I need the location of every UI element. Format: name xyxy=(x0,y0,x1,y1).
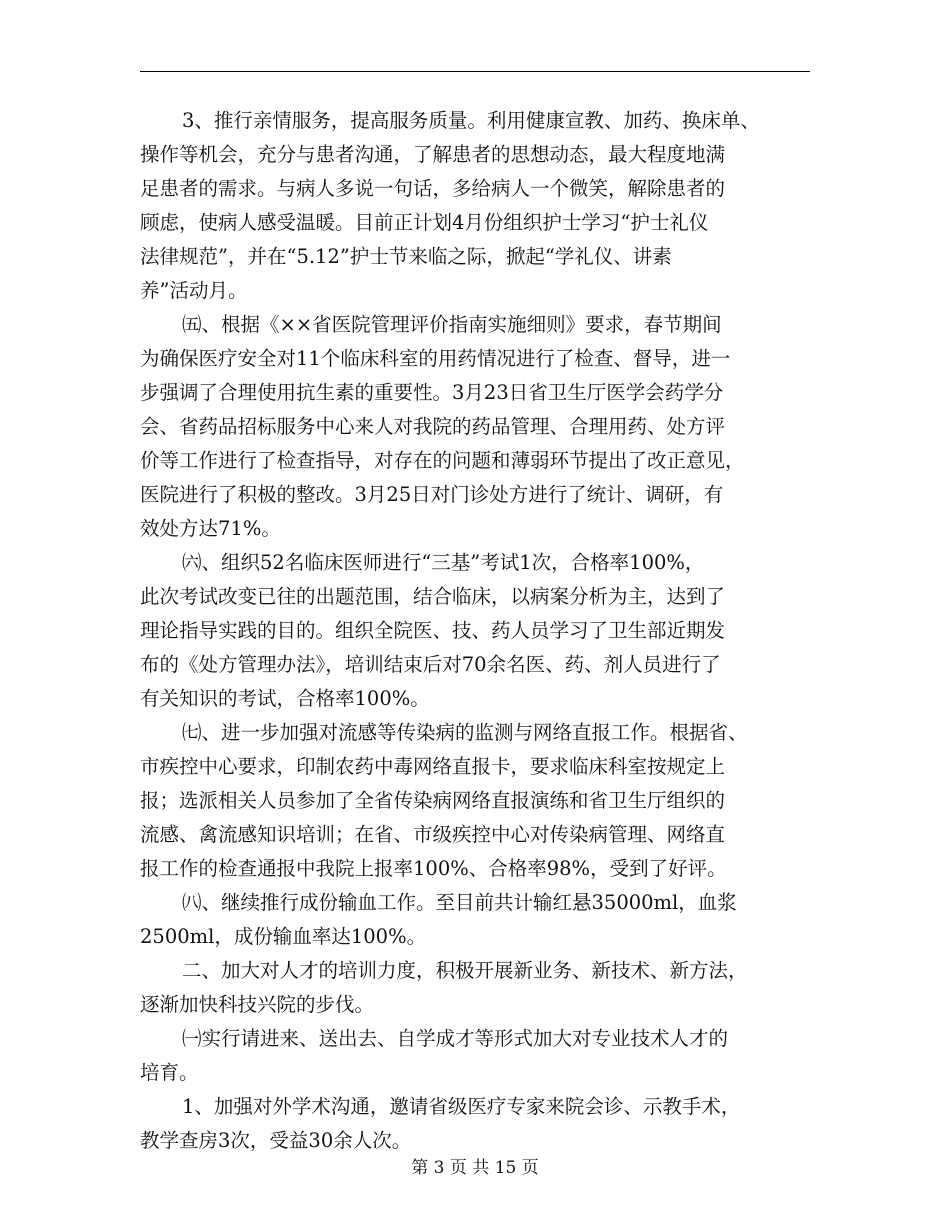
paragraph-line: 报工作的检查通报中我院上报率100%、合格率98%，受到了好评。 xyxy=(140,857,727,880)
paragraph-line: 流感、禽流感知识培训；在省、市级疾控中心对传染病管理、网络直 xyxy=(140,823,726,846)
paragraph-line: ㈠实行请进来、送出去、自学成才等形式加大对专业技术人才的 xyxy=(182,1027,729,1050)
paragraph-line: 效处方达71%。 xyxy=(140,517,281,540)
paragraph xyxy=(140,308,820,546)
paragraph-line: 为确保医疗安全对11个临床科室的用药情况进行了检查、督导，进一 xyxy=(140,347,731,370)
paragraph xyxy=(140,1022,820,1090)
paragraph-line: 报；选派相关人员参加了全省传染病网络直报演练和省卫生厅组织的 xyxy=(140,789,726,812)
paragraph-line: 步强调了合理使用抗生素的重要性。3月23日省卫生厅医学会药学分 xyxy=(140,381,724,404)
paragraph xyxy=(140,104,820,308)
paragraph-line: 会、省药品招标服务中心来人对我院的药品管理、合理用药、处方评 xyxy=(140,415,726,438)
paragraph-line: 布的《处方管理办法》，培训结束后对70余名医、药、剂人员进行了 xyxy=(140,653,721,676)
paragraph-line: 此次考试改变已往的出题范围，结合临床，以病案分析为主，达到了 xyxy=(140,585,726,608)
paragraph-line: 教学查房3次，受益30余人次。 xyxy=(140,1129,412,1152)
paragraph-line: 养”活动月。 xyxy=(140,279,248,302)
paragraph-line: 价等工作进行了检查指导，对存在的问题和薄弱环节提出了改正意见， xyxy=(140,449,745,472)
header-rule xyxy=(140,71,810,72)
paragraph-line: ㈧、继续推行成份输血工作。至目前共计输红悬35000ml，血浆 xyxy=(182,891,737,914)
paragraph xyxy=(140,954,820,1022)
paragraph-line: ㈥、组织52名临床医师进行“三基”考试1次，合格率100%， xyxy=(182,551,705,574)
paragraph xyxy=(140,1090,820,1158)
paragraph xyxy=(140,716,820,886)
paragraph-line: 培育。 xyxy=(140,1061,199,1084)
paragraph-line: 法律规范”，并在“5.12”护士节来临之际，掀起“学礼仪、讲素 xyxy=(140,245,672,268)
paragraph-line: ㈤、根据《××省医院管理评价指南实施细则》要求，春节期间 xyxy=(182,313,722,336)
paragraph-line: ㈦、进一步加强对流感等传染病的监测与网络直报工作。根据省、 xyxy=(182,721,748,744)
paragraph-line: 医院进行了积极的整改。3月25日对门诊处方进行了统计、调研，有 xyxy=(140,483,724,506)
page-footer: 第 3 页 共 15 页 xyxy=(411,1158,539,1178)
paragraph-line: 逐渐加快科技兴院的步伐。 xyxy=(140,993,375,1016)
body-text xyxy=(140,104,820,1158)
paragraph-line: 理论指导实践的目的。组织全院医、技、药人员学习了卫生部近期发 xyxy=(140,619,726,642)
paragraph xyxy=(140,886,820,954)
paragraph-line: 顾虑，使病人感受温暖。目前正计划4月份组织护士学习“护士礼仪 xyxy=(140,211,709,234)
paragraph-line: 2500ml，成份输血率达100%。 xyxy=(140,925,427,948)
paragraph-line: 1、加强对外学术沟通，邀请省级医疗专家来院会诊、示教手术， xyxy=(182,1095,741,1118)
paragraph-line: 有关知识的考试，合格率100%。 xyxy=(140,687,430,710)
paragraph-line: 二、加大对人才的培训力度，积极开展新业务、新技术、新方法， xyxy=(182,959,748,982)
paragraph-line: 操作等机会，充分与患者沟通，了解患者的思想动态，最大程度地满 xyxy=(140,143,726,166)
paragraph-line: 足患者的需求。与病人多说一句话，多给病人一个微笑，解除患者的 xyxy=(140,177,726,200)
paragraph-line: 3、推行亲情服务，提高服务质量。利用健康宣教、加药、换床单、 xyxy=(182,109,760,132)
paragraph xyxy=(140,546,820,716)
paragraph-line: 市疾控中心要求，印制农药中毒网络直报卡，要求临床科室按规定上 xyxy=(140,755,726,778)
